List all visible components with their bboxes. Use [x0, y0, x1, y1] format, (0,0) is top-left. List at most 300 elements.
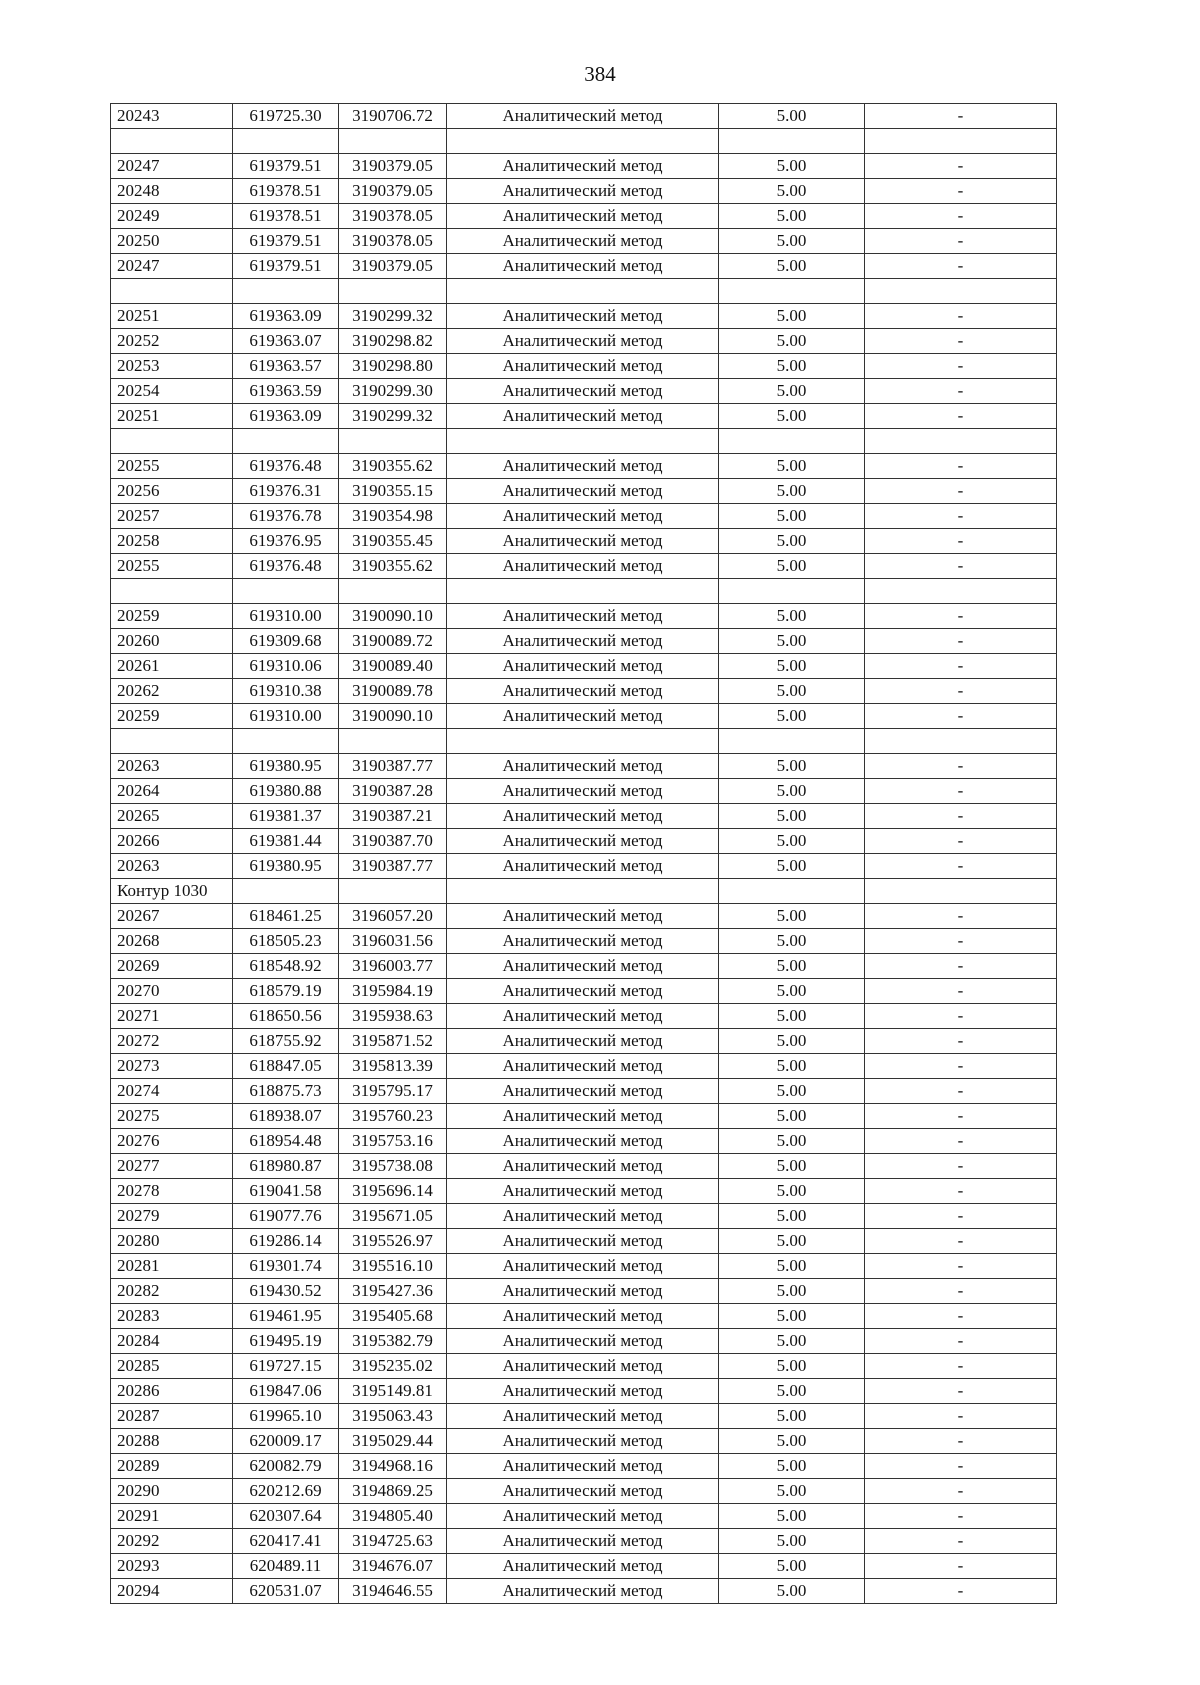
x-coordinate-cell: 619376.31: [233, 479, 339, 504]
table-row: [111, 1054, 1057, 1079]
method-cell: Аналитический метод: [447, 1579, 719, 1604]
table-row: [111, 1404, 1057, 1429]
method-cell: Аналитический метод: [447, 1504, 719, 1529]
note-cell: -: [865, 1304, 1057, 1329]
point-id-cell: 20260: [111, 629, 233, 654]
note-cell: -: [865, 754, 1057, 779]
point-id-cell: 20265: [111, 804, 233, 829]
method-cell: Аналитический метод: [447, 1404, 719, 1429]
accuracy-cell: 5.00: [719, 629, 865, 654]
x-coordinate-cell: 619363.09: [233, 304, 339, 329]
table-row: [111, 654, 1057, 679]
point-id-cell: 20256: [111, 479, 233, 504]
point-id-cell: 20263: [111, 754, 233, 779]
method-cell: Аналитический метод: [447, 379, 719, 404]
table-row: [111, 1579, 1057, 1604]
method-cell: Аналитический метод: [447, 1179, 719, 1204]
y-coordinate-cell: 3196003.77: [339, 954, 447, 979]
method-cell: Аналитический метод: [447, 1329, 719, 1354]
empty-cell: [719, 129, 865, 154]
note-cell: -: [865, 904, 1057, 929]
accuracy-cell: 5.00: [719, 454, 865, 479]
x-coordinate-cell: 619725.30: [233, 104, 339, 129]
table-row: [111, 1379, 1057, 1404]
method-cell: Аналитический метод: [447, 1254, 719, 1279]
note-cell: -: [865, 1404, 1057, 1429]
x-coordinate-cell: 619363.07: [233, 329, 339, 354]
accuracy-cell: 5.00: [719, 1129, 865, 1154]
point-id-cell: 20251: [111, 304, 233, 329]
note-cell: -: [865, 929, 1057, 954]
empty-cell: [865, 279, 1057, 304]
y-coordinate-cell: 3190354.98: [339, 504, 447, 529]
note-cell: -: [865, 1454, 1057, 1479]
accuracy-cell: 5.00: [719, 954, 865, 979]
x-coordinate-cell: 620417.41: [233, 1529, 339, 1554]
table-row: [111, 854, 1057, 879]
method-cell: Аналитический метод: [447, 1304, 719, 1329]
x-coordinate-cell: 619381.44: [233, 829, 339, 854]
note-cell: -: [865, 1504, 1057, 1529]
accuracy-cell: 5.00: [719, 654, 865, 679]
empty-cell: [865, 429, 1057, 454]
table-row: [111, 229, 1057, 254]
point-id-cell: 20275: [111, 1104, 233, 1129]
x-coordinate-cell: 618650.56: [233, 1004, 339, 1029]
point-id-cell: 20248: [111, 179, 233, 204]
table-row: [111, 154, 1057, 179]
empty-cell: [447, 429, 719, 454]
accuracy-cell: 5.00: [719, 1529, 865, 1554]
x-coordinate-cell: 619379.51: [233, 254, 339, 279]
empty-cell: [339, 279, 447, 304]
x-coordinate-cell: 619380.95: [233, 754, 339, 779]
y-coordinate-cell: 3190090.10: [339, 604, 447, 629]
point-id-cell: 20289: [111, 1454, 233, 1479]
note-cell: -: [865, 979, 1057, 1004]
note-cell: -: [865, 529, 1057, 554]
method-cell: Аналитический метод: [447, 1229, 719, 1254]
point-id-cell: 20262: [111, 679, 233, 704]
x-coordinate-cell: 618755.92: [233, 1029, 339, 1054]
accuracy-cell: 5.00: [719, 904, 865, 929]
note-cell: -: [865, 1029, 1057, 1054]
table-row: [111, 604, 1057, 629]
table-row: [111, 479, 1057, 504]
accuracy-cell: 5.00: [719, 1004, 865, 1029]
empty-cell: [719, 879, 865, 904]
method-cell: Аналитический метод: [447, 1154, 719, 1179]
y-coordinate-cell: 3196057.20: [339, 904, 447, 929]
accuracy-cell: 5.00: [719, 179, 865, 204]
empty-cell: [865, 129, 1057, 154]
section-heading-row: [111, 879, 1057, 904]
accuracy-cell: 5.00: [719, 254, 865, 279]
y-coordinate-cell: 3190379.05: [339, 179, 447, 204]
point-id-cell: 20286: [111, 1379, 233, 1404]
x-coordinate-cell: 619041.58: [233, 1179, 339, 1204]
x-coordinate-cell: 618548.92: [233, 954, 339, 979]
method-cell: Аналитический метод: [447, 204, 719, 229]
point-id-cell: 20282: [111, 1279, 233, 1304]
y-coordinate-cell: 3195753.16: [339, 1129, 447, 1154]
note-cell: -: [865, 454, 1057, 479]
empty-cell: [447, 879, 719, 904]
empty-cell: [447, 129, 719, 154]
method-cell: Аналитический метод: [447, 854, 719, 879]
note-cell: -: [865, 554, 1057, 579]
empty-cell: [719, 729, 865, 754]
y-coordinate-cell: 3190378.05: [339, 229, 447, 254]
table-row: [111, 754, 1057, 779]
y-coordinate-cell: 3195795.17: [339, 1079, 447, 1104]
method-cell: Аналитический метод: [447, 154, 719, 179]
note-cell: -: [865, 679, 1057, 704]
method-cell: Аналитический метод: [447, 804, 719, 829]
point-id-cell: 20276: [111, 1129, 233, 1154]
y-coordinate-cell: 3195984.19: [339, 979, 447, 1004]
accuracy-cell: 5.00: [719, 1354, 865, 1379]
note-cell: -: [865, 1554, 1057, 1579]
x-coordinate-cell: 619363.59: [233, 379, 339, 404]
point-id-cell: 20247: [111, 254, 233, 279]
point-id-cell: 20253: [111, 354, 233, 379]
y-coordinate-cell: 3190089.72: [339, 629, 447, 654]
accuracy-cell: 5.00: [719, 1104, 865, 1129]
accuracy-cell: 5.00: [719, 304, 865, 329]
x-coordinate-cell: 618461.25: [233, 904, 339, 929]
note-cell: -: [865, 354, 1057, 379]
table-row: [111, 1029, 1057, 1054]
method-cell: Аналитический метод: [447, 604, 719, 629]
y-coordinate-cell: 3190387.77: [339, 754, 447, 779]
y-coordinate-cell: 3190299.30: [339, 379, 447, 404]
y-coordinate-cell: 3190355.45: [339, 529, 447, 554]
point-id-cell: 20288: [111, 1429, 233, 1454]
empty-cell: [233, 429, 339, 454]
note-cell: -: [865, 1054, 1057, 1079]
point-id-cell: 20267: [111, 904, 233, 929]
y-coordinate-cell: 3190089.40: [339, 654, 447, 679]
x-coordinate-cell: 619378.51: [233, 179, 339, 204]
method-cell: Аналитический метод: [447, 304, 719, 329]
y-coordinate-cell: 3190706.72: [339, 104, 447, 129]
method-cell: Аналитический метод: [447, 1129, 719, 1154]
point-id-cell: 20270: [111, 979, 233, 1004]
y-coordinate-cell: 3195516.10: [339, 1254, 447, 1279]
point-id-cell: 20285: [111, 1354, 233, 1379]
point-id-cell: 20277: [111, 1154, 233, 1179]
method-cell: Аналитический метод: [447, 479, 719, 504]
y-coordinate-cell: 3190298.82: [339, 329, 447, 354]
y-coordinate-cell: 3190298.80: [339, 354, 447, 379]
y-coordinate-cell: 3195235.02: [339, 1354, 447, 1379]
accuracy-cell: 5.00: [719, 1579, 865, 1604]
accuracy-cell: 5.00: [719, 804, 865, 829]
accuracy-cell: 5.00: [719, 379, 865, 404]
accuracy-cell: 5.00: [719, 1554, 865, 1579]
table-row: [111, 504, 1057, 529]
x-coordinate-cell: 619310.00: [233, 704, 339, 729]
method-cell: Аналитический метод: [447, 1479, 719, 1504]
x-coordinate-cell: 619847.06: [233, 1379, 339, 1404]
x-coordinate-cell: 618847.05: [233, 1054, 339, 1079]
y-coordinate-cell: 3190090.10: [339, 704, 447, 729]
y-coordinate-cell: 3195029.44: [339, 1429, 447, 1454]
accuracy-cell: 5.00: [719, 1154, 865, 1179]
y-coordinate-cell: 3190379.05: [339, 254, 447, 279]
x-coordinate-cell: 619380.95: [233, 854, 339, 879]
empty-cell: [233, 729, 339, 754]
accuracy-cell: 5.00: [719, 1479, 865, 1504]
x-coordinate-cell: 619965.10: [233, 1404, 339, 1429]
separator-row: [111, 129, 1057, 154]
table-row: [111, 1229, 1057, 1254]
method-cell: Аналитический метод: [447, 1004, 719, 1029]
table-row: [111, 1429, 1057, 1454]
note-cell: -: [865, 1104, 1057, 1129]
accuracy-cell: 5.00: [719, 604, 865, 629]
note-cell: -: [865, 654, 1057, 679]
empty-cell: [111, 429, 233, 454]
empty-cell: [339, 579, 447, 604]
note-cell: -: [865, 1229, 1057, 1254]
method-cell: Аналитический метод: [447, 754, 719, 779]
point-id-cell: 20294: [111, 1579, 233, 1604]
method-cell: Аналитический метод: [447, 229, 719, 254]
y-coordinate-cell: 3190355.15: [339, 479, 447, 504]
y-coordinate-cell: 3194805.40: [339, 1504, 447, 1529]
empty-cell: [447, 279, 719, 304]
note-cell: -: [865, 804, 1057, 829]
table-row: [111, 554, 1057, 579]
point-id-cell: 20254: [111, 379, 233, 404]
note-cell: -: [865, 829, 1057, 854]
x-coordinate-cell: 619363.57: [233, 354, 339, 379]
table-row: [111, 1129, 1057, 1154]
accuracy-cell: 5.00: [719, 679, 865, 704]
note-cell: -: [865, 1204, 1057, 1229]
y-coordinate-cell: 3196031.56: [339, 929, 447, 954]
point-id-cell: 20258: [111, 529, 233, 554]
method-cell: Аналитический метод: [447, 454, 719, 479]
table-row: [111, 1154, 1057, 1179]
point-id-cell: 20290: [111, 1479, 233, 1504]
y-coordinate-cell: 3190387.21: [339, 804, 447, 829]
empty-cell: [233, 579, 339, 604]
y-coordinate-cell: 3195149.81: [339, 1379, 447, 1404]
x-coordinate-cell: 619381.37: [233, 804, 339, 829]
x-coordinate-cell: 620489.11: [233, 1554, 339, 1579]
table-row: [111, 704, 1057, 729]
method-cell: Аналитический метод: [447, 904, 719, 929]
note-cell: -: [865, 379, 1057, 404]
empty-cell: [111, 729, 233, 754]
y-coordinate-cell: 3190355.62: [339, 454, 447, 479]
table-row: [111, 1204, 1057, 1229]
point-id-cell: 20284: [111, 1329, 233, 1354]
point-id-cell: 20263: [111, 854, 233, 879]
empty-cell: [447, 579, 719, 604]
y-coordinate-cell: 3190299.32: [339, 404, 447, 429]
note-cell: -: [865, 779, 1057, 804]
table-row: [111, 679, 1057, 704]
table-row: [111, 1479, 1057, 1504]
method-cell: Аналитический метод: [447, 354, 719, 379]
accuracy-cell: 5.00: [719, 1429, 865, 1454]
y-coordinate-cell: 3194968.16: [339, 1454, 447, 1479]
note-cell: -: [865, 604, 1057, 629]
accuracy-cell: 5.00: [719, 1454, 865, 1479]
note-cell: -: [865, 154, 1057, 179]
point-id-cell: 20259: [111, 704, 233, 729]
table-row: [111, 1179, 1057, 1204]
accuracy-cell: 5.00: [719, 1379, 865, 1404]
separator-row: [111, 729, 1057, 754]
empty-cell: [233, 129, 339, 154]
x-coordinate-cell: 619378.51: [233, 204, 339, 229]
note-cell: -: [865, 479, 1057, 504]
empty-cell: [339, 879, 447, 904]
note-cell: -: [865, 1004, 1057, 1029]
table-row: [111, 529, 1057, 554]
accuracy-cell: 5.00: [719, 754, 865, 779]
x-coordinate-cell: 618938.07: [233, 1104, 339, 1129]
x-coordinate-cell: 619380.88: [233, 779, 339, 804]
table-row: [111, 1254, 1057, 1279]
y-coordinate-cell: 3190355.62: [339, 554, 447, 579]
empty-cell: [719, 279, 865, 304]
point-id-cell: 20292: [111, 1529, 233, 1554]
empty-cell: [111, 129, 233, 154]
method-cell: Аналитический метод: [447, 654, 719, 679]
method-cell: Аналитический метод: [447, 929, 719, 954]
note-cell: -: [865, 1529, 1057, 1554]
empty-cell: [111, 279, 233, 304]
note-cell: -: [865, 329, 1057, 354]
x-coordinate-cell: 619727.15: [233, 1354, 339, 1379]
empty-cell: [339, 429, 447, 454]
method-cell: Аналитический метод: [447, 779, 719, 804]
y-coordinate-cell: 3195760.23: [339, 1104, 447, 1129]
point-id-cell: 20287: [111, 1404, 233, 1429]
x-coordinate-cell: 619310.38: [233, 679, 339, 704]
table-row: [111, 904, 1057, 929]
point-id-cell: 20247: [111, 154, 233, 179]
empty-cell: [865, 879, 1057, 904]
table-row: [111, 204, 1057, 229]
note-cell: -: [865, 1429, 1057, 1454]
point-id-cell: 20278: [111, 1179, 233, 1204]
table-row: [111, 454, 1057, 479]
point-id-cell: 20249: [111, 204, 233, 229]
y-coordinate-cell: 3190378.05: [339, 204, 447, 229]
method-cell: Аналитический метод: [447, 1204, 719, 1229]
point-id-cell: 20266: [111, 829, 233, 854]
method-cell: Аналитический метод: [447, 554, 719, 579]
point-id-cell: 20243: [111, 104, 233, 129]
x-coordinate-cell: 618579.19: [233, 979, 339, 1004]
empty-cell: [719, 429, 865, 454]
separator-row: [111, 279, 1057, 304]
table-row: [111, 804, 1057, 829]
method-cell: Аналитический метод: [447, 504, 719, 529]
note-cell: -: [865, 1479, 1057, 1504]
x-coordinate-cell: 618954.48: [233, 1129, 339, 1154]
table-row: [111, 1529, 1057, 1554]
method-cell: Аналитический метод: [447, 829, 719, 854]
table-row: [111, 1354, 1057, 1379]
table-row: [111, 1554, 1057, 1579]
table-row: [111, 254, 1057, 279]
x-coordinate-cell: 619495.19: [233, 1329, 339, 1354]
table-row: [111, 1329, 1057, 1354]
point-id-cell: 20251: [111, 404, 233, 429]
accuracy-cell: 5.00: [719, 829, 865, 854]
accuracy-cell: 5.00: [719, 1304, 865, 1329]
point-id-cell: 20283: [111, 1304, 233, 1329]
x-coordinate-cell: 619379.51: [233, 154, 339, 179]
x-coordinate-cell: 619376.95: [233, 529, 339, 554]
point-id-cell: 20281: [111, 1254, 233, 1279]
empty-cell: [233, 879, 339, 904]
accuracy-cell: 5.00: [719, 779, 865, 804]
point-id-cell: 20261: [111, 654, 233, 679]
method-cell: Аналитический метод: [447, 954, 719, 979]
accuracy-cell: 5.00: [719, 1254, 865, 1279]
empty-cell: [339, 129, 447, 154]
table-row: [111, 1454, 1057, 1479]
accuracy-cell: 5.00: [719, 1029, 865, 1054]
note-cell: -: [865, 1329, 1057, 1354]
method-cell: Аналитический метод: [447, 1554, 719, 1579]
method-cell: Аналитический метод: [447, 1029, 719, 1054]
point-id-cell: 20272: [111, 1029, 233, 1054]
method-cell: Аналитический метод: [447, 404, 719, 429]
accuracy-cell: 5.00: [719, 929, 865, 954]
point-id-cell: 20268: [111, 929, 233, 954]
table-row: [111, 1004, 1057, 1029]
x-coordinate-cell: 620212.69: [233, 1479, 339, 1504]
x-coordinate-cell: 619376.78: [233, 504, 339, 529]
method-cell: Аналитический метод: [447, 329, 719, 354]
method-cell: Аналитический метод: [447, 629, 719, 654]
x-coordinate-cell: 619430.52: [233, 1279, 339, 1304]
accuracy-cell: 5.00: [719, 704, 865, 729]
method-cell: Аналитический метод: [447, 1054, 719, 1079]
x-coordinate-cell: 618875.73: [233, 1079, 339, 1104]
point-id-cell: 20255: [111, 454, 233, 479]
point-id-cell: 20259: [111, 604, 233, 629]
x-coordinate-cell: 619286.14: [233, 1229, 339, 1254]
table-row: [111, 1279, 1057, 1304]
accuracy-cell: 5.00: [719, 104, 865, 129]
empty-cell: [111, 579, 233, 604]
point-id-cell: 20250: [111, 229, 233, 254]
y-coordinate-cell: 3190089.78: [339, 679, 447, 704]
accuracy-cell: 5.00: [719, 1054, 865, 1079]
x-coordinate-cell: 618980.87: [233, 1154, 339, 1179]
separator-row: [111, 429, 1057, 454]
y-coordinate-cell: 3195526.97: [339, 1229, 447, 1254]
point-id-cell: 20257: [111, 504, 233, 529]
note-cell: -: [865, 854, 1057, 879]
note-cell: -: [865, 704, 1057, 729]
coordinates-table-body: [111, 104, 1057, 1604]
table-row: [111, 979, 1057, 1004]
y-coordinate-cell: 3190387.77: [339, 854, 447, 879]
empty-cell: [233, 279, 339, 304]
